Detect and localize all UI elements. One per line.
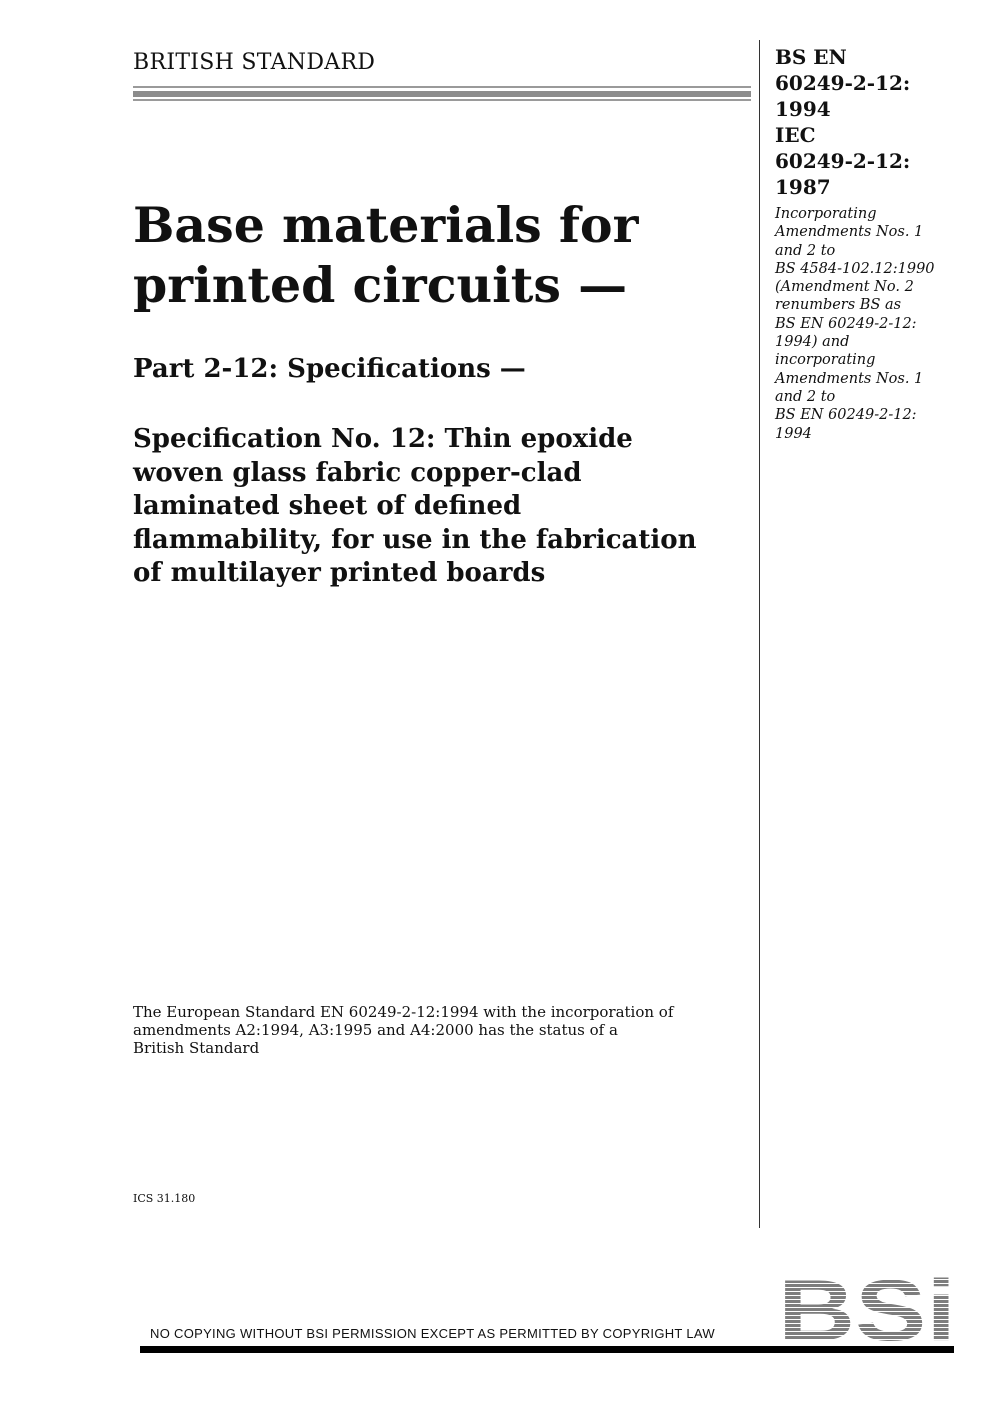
spec-line: Specification No. 12: Thin epoxide [133,424,633,454]
standard-number [775,44,965,200]
amendment-note [775,205,965,443]
amendment-note-line: and 2 to [775,388,836,405]
spec-line: flammability, for use in the fabrication [133,524,697,555]
header-rules [133,86,751,104]
header-rule [133,86,751,88]
standard-number-line: IEC [775,123,816,147]
standard-number-line: BS EN [775,45,847,69]
amendment-note-line: incorporating [775,352,876,369]
header-rule-thick [133,91,751,97]
status-line: amendments A2:1994, A3:1995 and A4:2000 has the status of a [133,1021,618,1039]
spec-line: of multilayer printed boards [133,558,546,588]
amendment-note-line: 1994) and [775,334,850,351]
status-statement [133,1003,733,1057]
amendment-note-line: and 2 to [775,242,836,259]
header-rule [133,99,751,101]
amendment-note-line: renumbers BS as [775,297,902,314]
amendment-note-line: BS 4584-102.12:1990 [775,260,935,277]
standard-number-line: 60249-2-12: [775,71,911,95]
bsi-logo [778,1272,956,1344]
spec-line: woven glass fabric copper-clad [133,457,582,488]
title-line: printed circuits — [133,256,628,314]
title-line: Base materials for [133,196,639,254]
document-title [133,195,753,315]
footer-rule [140,1346,954,1353]
standard-number-line: 1987 [775,175,831,199]
amendment-note-line: Incorporating [775,206,877,222]
status-line: The European Standard EN 60249-2-12:1994 with the incorporation of [133,1003,674,1021]
amendment-note-line: Amendments Nos. 1 [775,370,924,387]
specification-heading [133,423,753,591]
part-heading: Part 2-12: Specifications — [133,354,526,384]
amendment-note-line: Amendments Nos. 1 [775,224,924,241]
standard-number-line: 1994 [775,97,831,121]
amendment-note-line: BS EN 60249-2-12: [775,315,917,332]
bsi-logo-text: BSi [778,1272,956,1344]
vertical-divider [759,40,760,1228]
ics-code: ICS 31.180 [133,1192,196,1205]
copyright-notice: NO COPYING WITHOUT BSI PERMISSION EXCEPT AS PERMITTED BY COPYRIGHT LAW [150,1326,715,1341]
spec-line: laminated sheet of defined [133,491,522,521]
document-type-label: BRITISH STANDARD [133,50,376,75]
amendment-note-line: 1994 [775,425,812,442]
status-line: British Standard [133,1039,260,1057]
amendment-note-line: BS EN 60249-2-12: [775,407,917,424]
amendment-note-line: (Amendment No. 2 [775,279,914,296]
standard-number-line: 60249-2-12: [775,149,911,173]
